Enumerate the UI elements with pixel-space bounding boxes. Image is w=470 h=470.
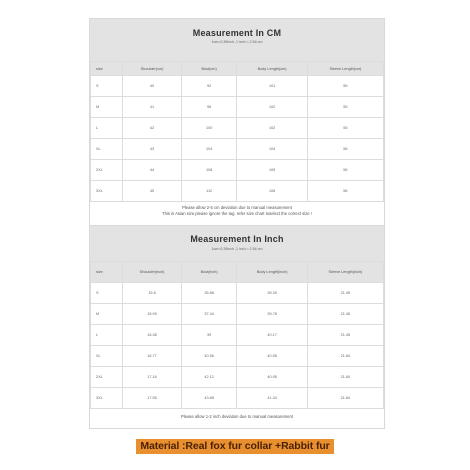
inch-title: Measurement In Inch (190, 234, 284, 244)
cm-header (90, 19, 384, 61)
cm-table (90, 61, 384, 202)
table-cell: 56 (307, 181, 383, 202)
table-row (91, 160, 384, 181)
table-row (91, 346, 384, 367)
table-cell: 44 (123, 160, 182, 181)
table-cell: L (91, 118, 123, 139)
table-cell: 17.16 (123, 367, 182, 388)
table-row (91, 304, 384, 325)
table-cell: 43.68 (181, 388, 237, 409)
table-cell: 56 (307, 139, 383, 160)
table-cell: 105 (237, 160, 307, 181)
table-cell: 102 (237, 118, 307, 139)
table-cell: 15.6 (123, 283, 182, 304)
table-cell: 42 (123, 118, 182, 139)
table-cell: 56 (307, 160, 383, 181)
table-row (91, 181, 384, 202)
table-cell: 3XL (91, 388, 123, 409)
table-cell: 45 (123, 181, 182, 202)
table-cell: 55 (307, 118, 383, 139)
cm-panel (89, 18, 385, 226)
table-cell: M (91, 304, 123, 325)
column-header: Body Length(inch) (237, 262, 307, 283)
cm-note-line-1: Please allow 2-5 cm deviation due to manual measurement (182, 205, 292, 210)
table-cell: 92 (181, 76, 237, 97)
table-cell: 100 (181, 118, 237, 139)
table-cell: 2XL (91, 367, 123, 388)
table-cell: 43 (123, 139, 182, 160)
column-header: Shoulder(inch) (123, 262, 182, 283)
table-cell: S (91, 283, 123, 304)
material-banner-wrap (0, 436, 470, 454)
table-cell: 3XL (91, 181, 123, 202)
column-header: Sleeve Length(inch) (307, 262, 383, 283)
column-header: Bust(cm) (181, 62, 237, 76)
table-cell: 16.77 (123, 346, 182, 367)
inch-table (90, 261, 384, 409)
table-cell: 102 (237, 97, 307, 118)
cm-subtitle: 1cm=0.39inch ,1 inch = 2.54 cm (211, 40, 263, 44)
table-cell: 39.78 (237, 304, 307, 325)
table-cell: 40.17 (237, 325, 307, 346)
cm-header-row (91, 62, 384, 76)
table-cell: 39 (181, 325, 237, 346)
table-cell: 37.44 (181, 304, 237, 325)
table-cell: 104 (237, 139, 307, 160)
column-header: Body Length(cm) (237, 62, 307, 76)
table-cell: 40.95 (237, 367, 307, 388)
inch-panel (89, 226, 385, 429)
material-banner: Material :Real fox fur collar +Rabbit fur (136, 439, 333, 454)
table-cell: 16.38 (123, 325, 182, 346)
table-cell: 104 (181, 139, 237, 160)
table-cell: 40.56 (237, 346, 307, 367)
table-cell: 55 (307, 76, 383, 97)
inch-note: Please allow 1-2 inch deviation due to manual measurement (181, 414, 293, 419)
table-cell: 112 (181, 181, 237, 202)
table-cell: XL (91, 346, 123, 367)
table-row (91, 367, 384, 388)
table-cell: 40.56 (181, 346, 237, 367)
table-cell: 101 (237, 76, 307, 97)
cm-note-line-2: This is Asian size.please ignore the tag. refer size chart toselect the correct size ! (162, 211, 312, 216)
column-header: size (91, 62, 123, 76)
column-header: Shoulder(cm) (123, 62, 182, 76)
table-row (91, 139, 384, 160)
table-row (91, 118, 384, 139)
table-cell: 21.84 (307, 367, 383, 388)
table-cell: 55 (307, 97, 383, 118)
table-cell: 2XL (91, 160, 123, 181)
table-cell: 106 (237, 181, 307, 202)
table-cell: 108 (181, 160, 237, 181)
table-cell: 21.45 (307, 304, 383, 325)
cm-title: Measurement In CM (192, 28, 282, 38)
table-cell: L (91, 325, 123, 346)
column-header: size (91, 262, 123, 283)
size-chart (89, 18, 385, 429)
table-row (91, 388, 384, 409)
inch-subtitle: 1cm=0.39inch ,1 inch = 2.54 cm (211, 247, 263, 251)
inch-header (90, 226, 384, 261)
table-cell: 21.84 (307, 388, 383, 409)
column-header: Bust(inch) (181, 262, 237, 283)
table-cell: 39.39 (237, 283, 307, 304)
table-cell: 21.45 (307, 325, 383, 346)
table-cell: 96 (181, 97, 237, 118)
cm-note (90, 202, 384, 225)
table-cell: 17.55 (123, 388, 182, 409)
table-cell: XL (91, 139, 123, 160)
table-cell: 21.45 (307, 283, 383, 304)
table-cell: 41.34 (237, 388, 307, 409)
table-row (91, 283, 384, 304)
table-cell: 15.99 (123, 304, 182, 325)
table-cell: 40 (123, 76, 182, 97)
table-cell: S (91, 76, 123, 97)
table-row (91, 76, 384, 97)
column-header: Sleeve Length(cm) (307, 62, 383, 76)
table-row (91, 97, 384, 118)
table-cell: 21.84 (307, 346, 383, 367)
table-row (91, 325, 384, 346)
table-cell: 41 (123, 97, 182, 118)
table-cell: 42.12 (181, 367, 237, 388)
table-cell: 35.88 (181, 283, 237, 304)
table-cell: M (91, 97, 123, 118)
inch-header-row (91, 262, 384, 283)
